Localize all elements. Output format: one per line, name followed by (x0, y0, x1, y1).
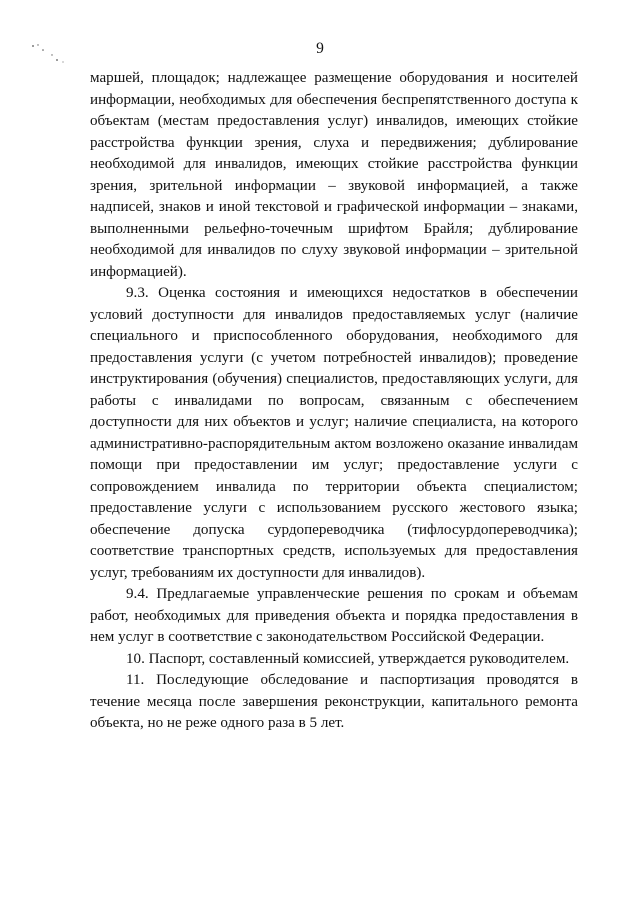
paragraph-9-4: 9.4. Предлагаемые управленческие решения по срокам и объемам работ, необходимых для приведения объекта и порядка предоставления в нем услуг в соответствие с законодательством Российской Федерации. (90, 586, 578, 645)
paragraph-9-3: 9.3. Оценка состояния и имеющихся недостатков в обеспечении условий доступности для инвалидов предоставляемых услуг (наличие специального и приспособленного оборудования, необходимого для предоставления услуги (с учетом потребностей инвалидов); проведение инструктирования (обучения) специалистов, предоставляющих услуги, для работы с инвалидами по вопросам, связанным с обеспечением доступности для них объектов и услуг; наличие специалиста, на которого административно-распорядительным актом возложено оказание инвалидам помощи при предоставлении им услуг; предоставление услуги с сопровождением инвалида по территории объекта специалистом; предоставление услуги с использованием русского жестового языка; обеспечение допуска сурдопереводчика (тифлосурдопереводчика); соответствие транспортных средств, используемых для предоставления услуг, требованиям их доступности для инвалидов). (90, 285, 578, 581)
paragraph-11: 11. Последующие обследование и паспортизация проводятся в течение месяца после завершения реконструкции, капитального ремонта объекта, но не реже одного раза в 5 лет. (90, 672, 578, 731)
document-body (90, 68, 578, 735)
paragraph-continuation: маршей, площадок; надлежащее размещение оборудования и носителей информации, необходимых для обеспечения беспрепятственного доступа к объектам (местам предоставления услуг) инвалидов, имеющих стойкие расстройства функции зрения, слуха и передвижения; дублирование необходимой для инвалидов, имеющих стойкие расстройства функции зрения, зрительной информации – звуковой информацией, а также надписей, знаков и иной текстовой и графической информации – знаками, выполненными рельефно-точечным шрифтом Брайля; дублирование необходимой для инвалидов по слуху звуковой информации – зрительной информацией). (90, 70, 578, 280)
page-number: 9 (316, 40, 324, 57)
paragraph-10: 10. Паспорт, составленный комиссией, утверждается руководителем. (126, 650, 570, 667)
